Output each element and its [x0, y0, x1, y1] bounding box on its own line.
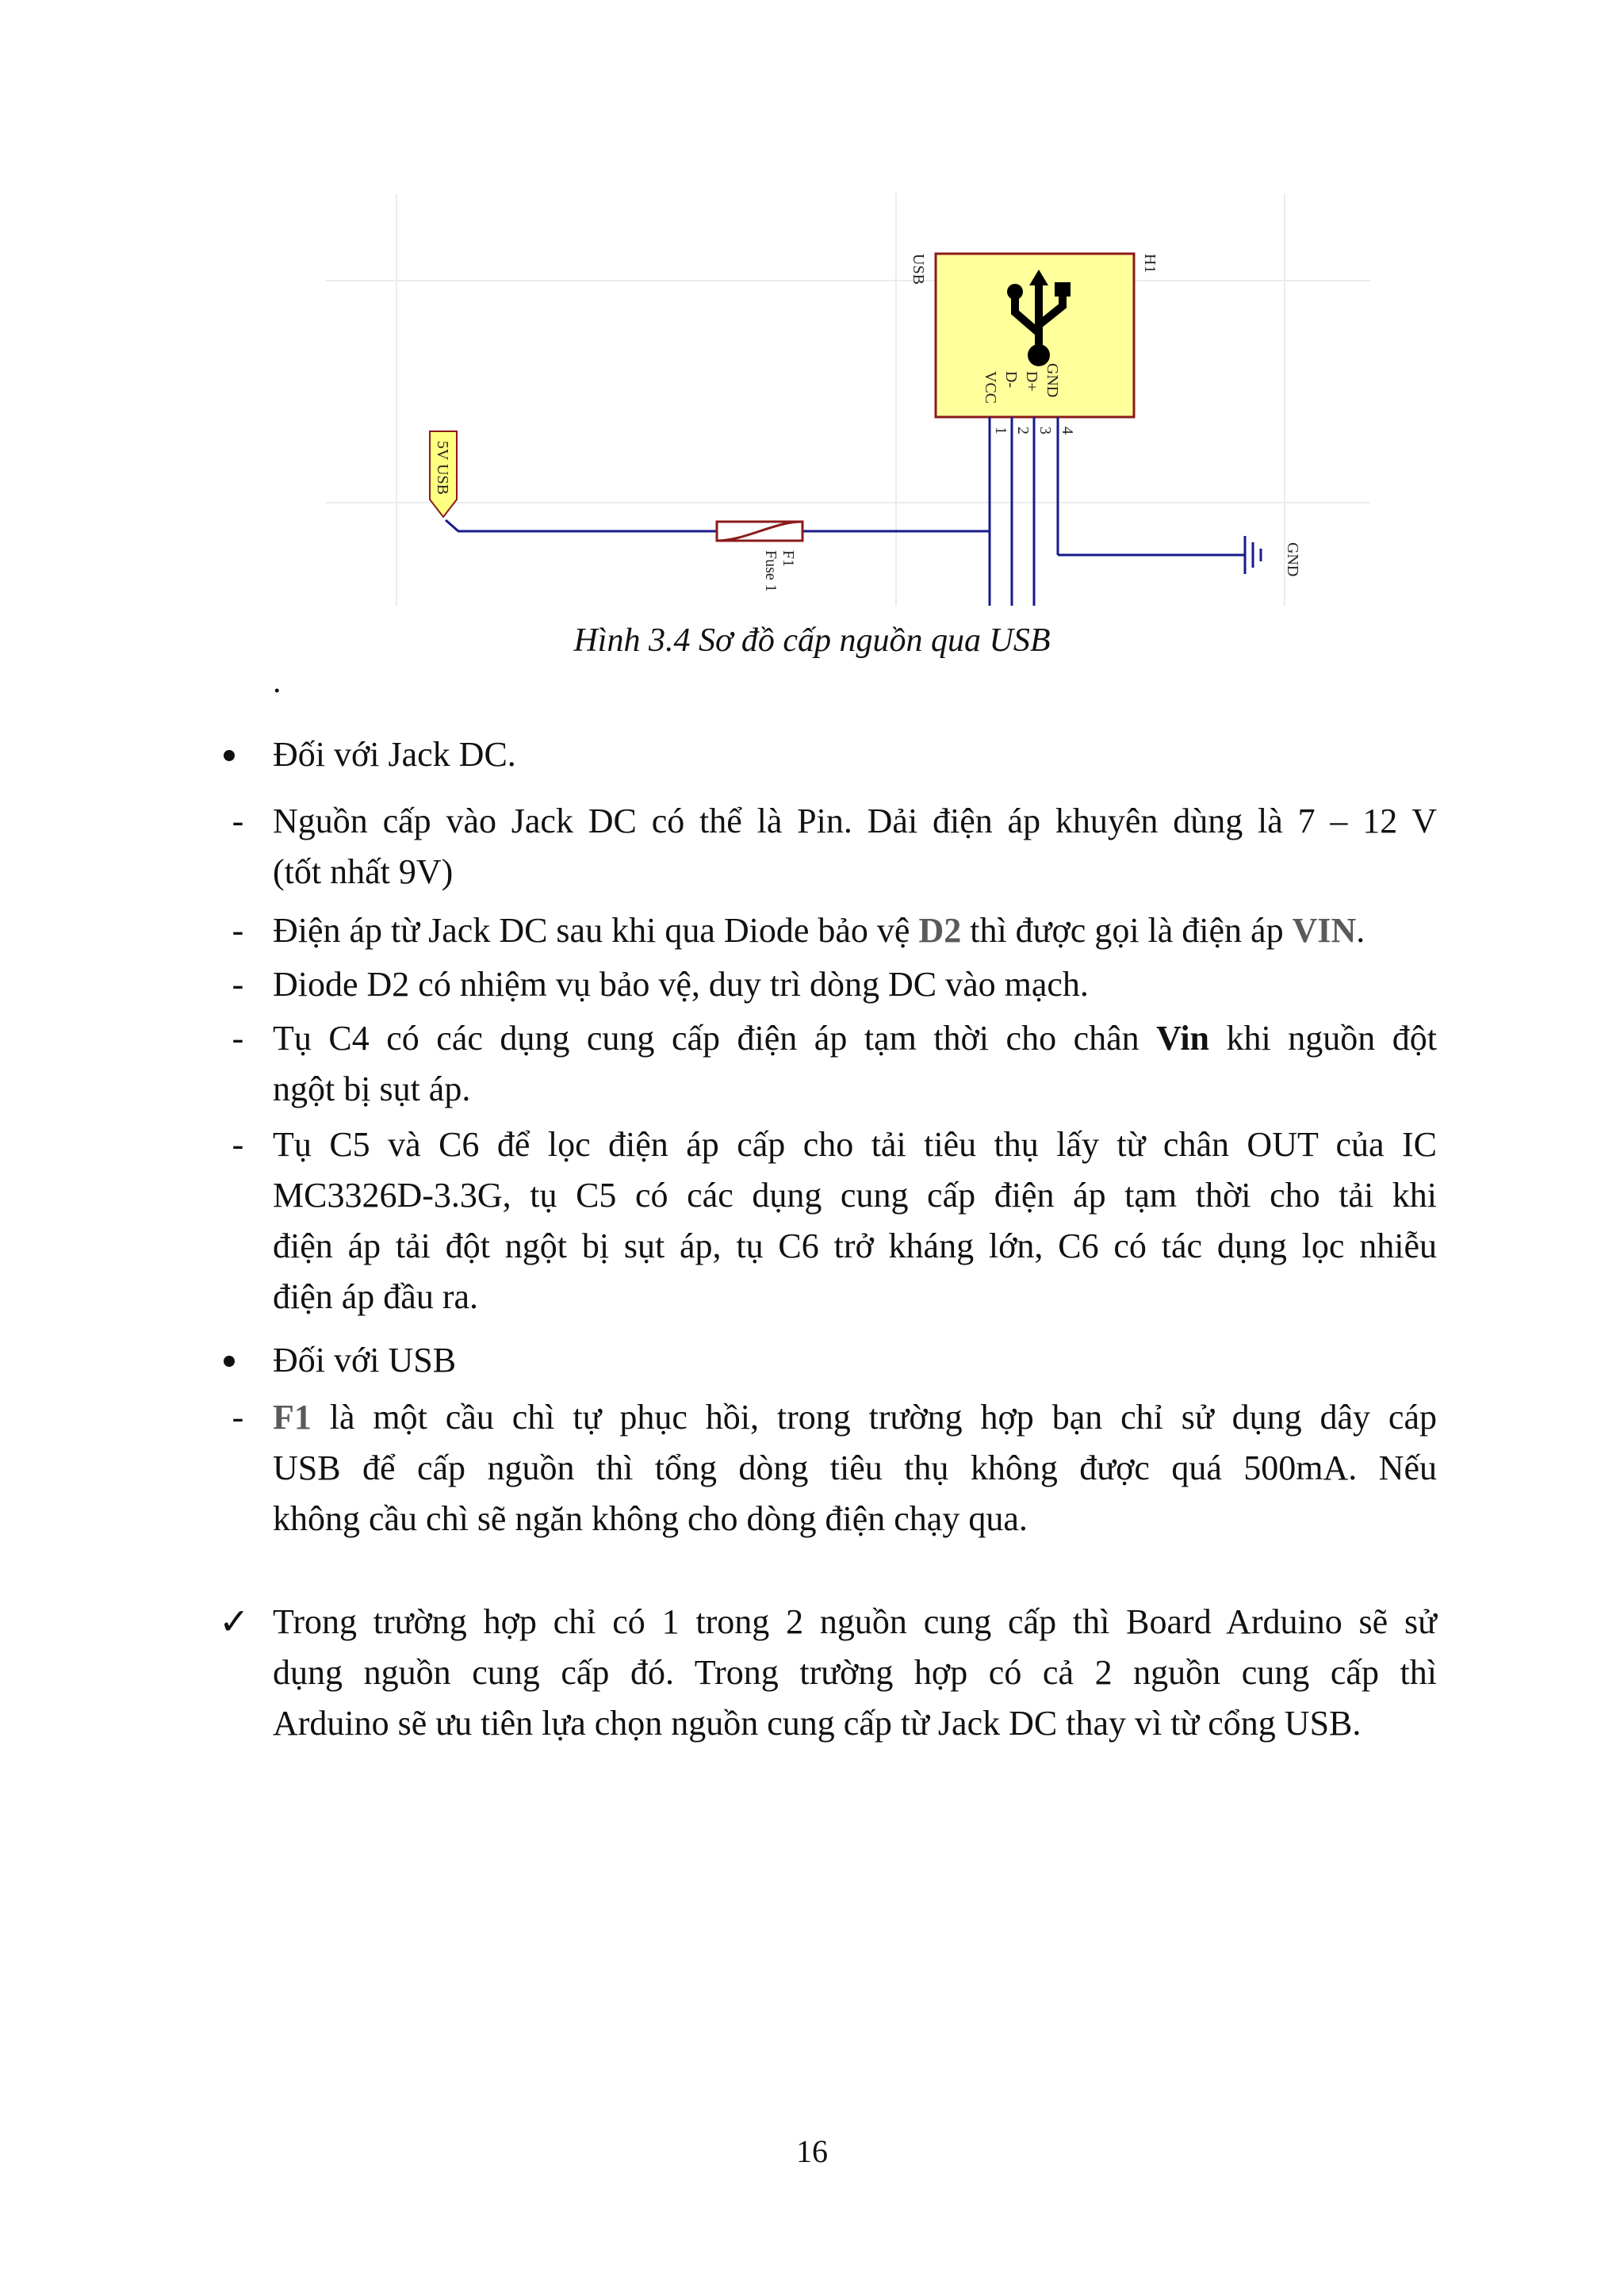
dc-item5-line1: Tụ C5 và C6 để lọc điện áp cấp cho tải tiêu thụ lấy từ chân OUT của IC: [273, 1125, 1437, 1164]
dc-item4-text: Tụ C4 có các dụng cung cấp điện áp tạm thời cho chân: [273, 1019, 1157, 1058]
vin-bold: Vin: [1156, 1019, 1210, 1058]
dc-item1-line1: Nguồn cấp vào Jack DC có thể là Pin. Dải điện áp khuyên dùng là 7 – 12 V: [273, 802, 1437, 840]
h1-designator-text: H1: [1141, 254, 1159, 274]
checkmark-icon: ✓: [219, 1601, 250, 1642]
dash-marker: -: [232, 1019, 244, 1058]
stray-dot: .: [273, 664, 282, 700]
dash-marker: -: [232, 802, 244, 840]
bullet-dot: [224, 1356, 235, 1367]
vin-highlight: VIN: [1292, 911, 1357, 950]
dc-item5-line3: điện áp tải đột ngột bị sụt áp, tụ C6 trở kháng lớn, C6 có tác dụng lọc nhiễu: [273, 1226, 1437, 1265]
note-line2: dụng nguồn cung cấp đó. Trong trường hợp có cả 2 nguồn cung cấp thì: [273, 1653, 1437, 1692]
dc-item4-line1: [273, 1013, 1437, 1064]
d2-highlight: D2: [918, 911, 962, 950]
page-number: 16: [796, 2133, 828, 2169]
pin-number-4: 4: [1059, 427, 1076, 434]
pin-name-gnd: GND: [1044, 363, 1061, 398]
f1-highlight: F1: [273, 1398, 312, 1437]
dc-item5-line4: điện áp đầu ra.: [273, 1277, 478, 1316]
usb-item-line3: không cầu chì sẽ ngăn không cho dòng điện chạy qua.: [273, 1499, 1028, 1538]
dc-item5-line2: MC3326D-3.3G, tụ C5 có các dụng cung cấp điện áp tạm thời cho tải khi: [273, 1176, 1437, 1215]
pin-name-vcc: VCC: [982, 371, 999, 404]
usb-item-line2: USB để cấp nguồn thì tổng dòng tiêu thụ không được quá 500mA. Nếu: [273, 1448, 1437, 1487]
dash-marker: -: [232, 1398, 244, 1437]
dc-item4-line2: ngột bị sụt áp.: [273, 1070, 471, 1108]
pin-number-3: 3: [1036, 427, 1054, 434]
pin-number-2: 2: [1014, 427, 1032, 434]
fuse-name-text: Fuse 1: [762, 550, 779, 592]
usb-item-line1: [273, 1392, 1437, 1443]
dc-item1-line2: (tốt nhất 9V): [273, 852, 454, 891]
svg-text:5V USB: 5V USB: [434, 441, 451, 495]
dash-marker: -: [232, 1125, 244, 1164]
dc-item4-post: khi nguồn đột: [1209, 1019, 1438, 1058]
dash-marker: -: [232, 965, 244, 1004]
figure-caption: Hình 3.4 Sơ đồ cấp nguồn qua USB: [573, 622, 1051, 659]
gnd-label-text: GND: [1284, 542, 1301, 577]
pin-name-dplus: D+: [1023, 371, 1040, 392]
dc-item2: [273, 905, 1437, 956]
dc-item2-end: .: [1356, 911, 1365, 950]
dash-marker: -: [232, 911, 244, 950]
bullet-dot: [224, 750, 235, 761]
usb-refdes-text: USB: [910, 254, 927, 285]
pin-name-dminus: D-: [1002, 371, 1020, 388]
dc-item3: Diode D2 có nhiệm vụ bảo vệ, duy trì dòng DC vào mạch.: [273, 965, 1089, 1004]
dc-item2-mid: thì được gọi là điện áp: [961, 911, 1293, 950]
note-line3: Arduino sẽ ưu tiên lựa chọn nguồn cung cấp từ Jack DC thay vì từ cổng USB.: [273, 1704, 1362, 1743]
usb-heading: Đối với USB: [273, 1341, 457, 1380]
usb-item-line1-text: là một cầu chì tự phục hồi, trong trường hợp bạn chỉ sử dụng dây cáp: [311, 1398, 1437, 1437]
dc-heading: Đối với Jack DC.: [273, 735, 516, 774]
note-line1: Trong trường hợp chỉ có 1 trong 2 nguồn cung cấp thì Board Arduino sẽ sử: [273, 1602, 1437, 1641]
fuse-designator-text: F1: [779, 550, 797, 568]
dc-item2-text: Điện áp từ Jack DC sau khi qua Diode bảo vệ: [273, 911, 919, 950]
pin-number-1: 1: [992, 427, 1009, 434]
